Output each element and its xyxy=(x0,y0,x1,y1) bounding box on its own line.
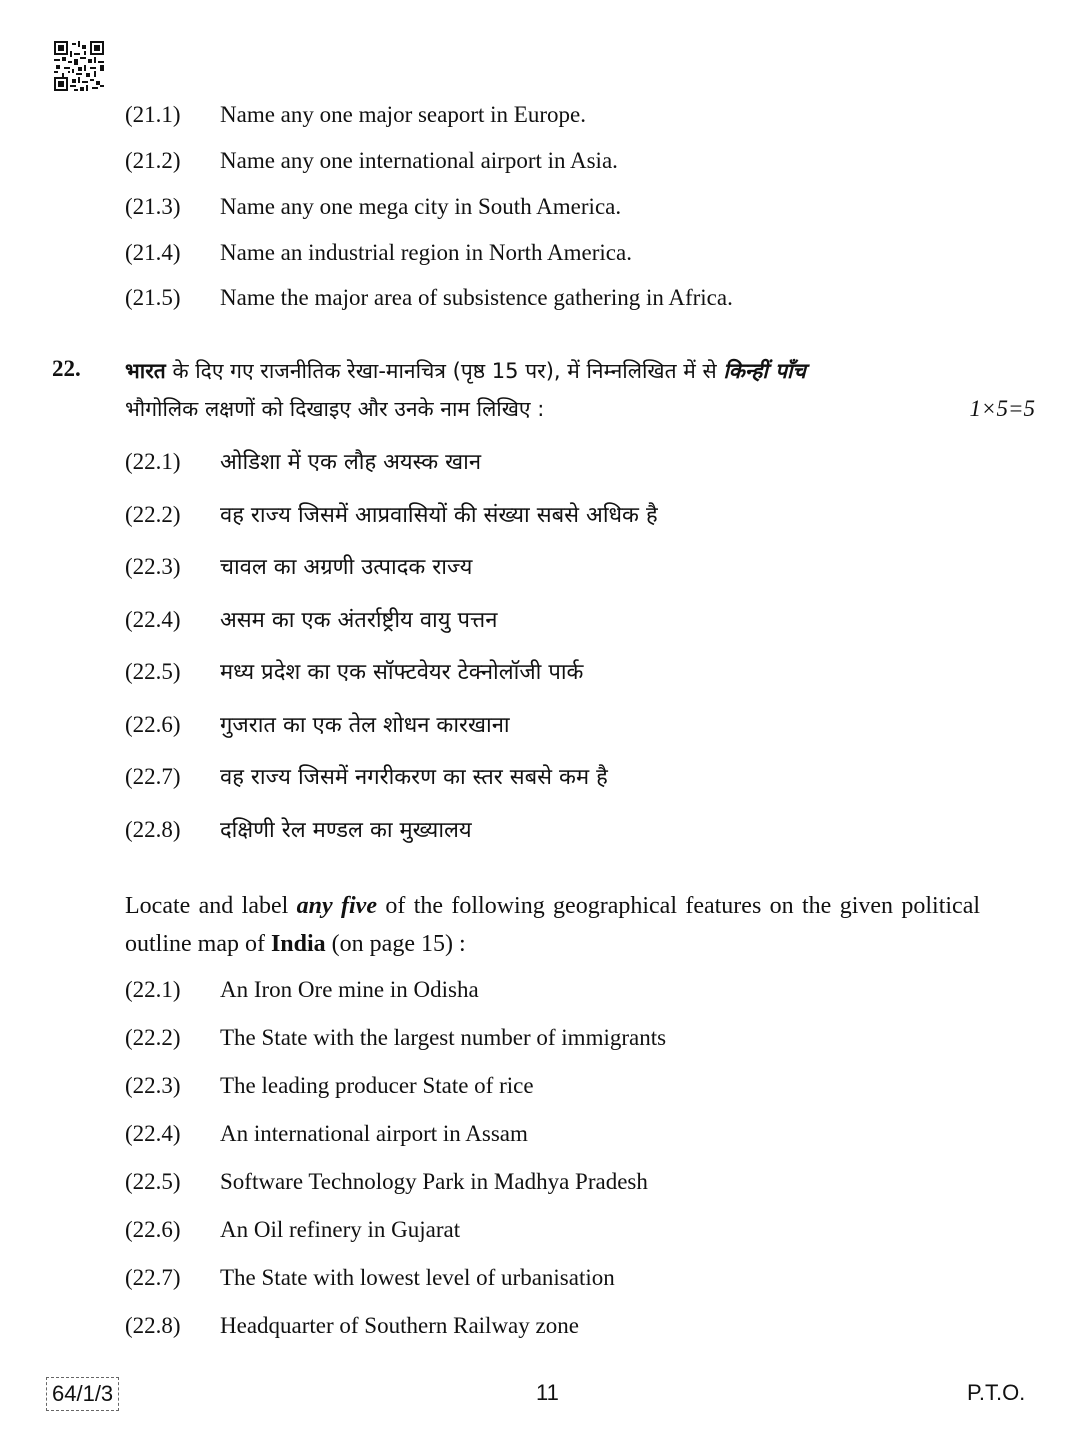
q22-hindi-item-1 xyxy=(125,447,481,478)
item-number: (22.6) xyxy=(125,712,181,737)
q22-hindi-item-6 xyxy=(125,710,510,741)
eng-india-bold: India xyxy=(270,931,326,957)
item-text: Name any one major seaport in Europe. xyxy=(220,102,586,127)
item-number: (21.5) xyxy=(125,285,181,310)
item-text: Name the major area of subsistence gathering in Africa. xyxy=(220,285,733,310)
q22-hindi-item-3 xyxy=(125,552,472,583)
q21-item-2 xyxy=(125,146,618,176)
eng-intro-part1: Locate and label xyxy=(125,893,297,919)
q22-hindi-item-2 xyxy=(125,500,658,531)
item-number: (22.5) xyxy=(125,659,181,684)
eng-any-five: any five xyxy=(296,893,377,919)
q22-eng-item-2 xyxy=(125,1023,666,1053)
hindi-india-bold: भारत xyxy=(125,359,166,383)
item-text: दक्षिणी रेल मण्डल का मुख्यालय xyxy=(220,818,472,843)
q22-eng-item-4 xyxy=(125,1119,528,1149)
question-number: 22. xyxy=(52,356,81,381)
item-text: The leading producer State of rice xyxy=(220,1073,534,1098)
item-text: An Oil refinery in Gujarat xyxy=(220,1217,461,1242)
paper-code: 64/1/3 xyxy=(46,1377,119,1411)
item-text: Software Technology Park in Madhya Pradesh xyxy=(220,1169,648,1194)
item-text: Headquarter of Southern Railway zone xyxy=(220,1313,579,1338)
qr-code xyxy=(54,41,104,91)
q22-eng-item-6 xyxy=(125,1215,460,1245)
item-text: ओडिशा में एक लौह अयस्क खान xyxy=(220,450,482,475)
item-text: वह राज्य जिसमें आप्रवासियों की संख्या सबसे अधिक है xyxy=(220,503,658,528)
item-text: चावल का अग्रणी उत्पादक राज्य xyxy=(220,555,473,580)
item-number: (22.4) xyxy=(125,1121,181,1146)
item-number: (22.2) xyxy=(125,502,181,527)
item-number: (22.1) xyxy=(125,977,181,1002)
item-number: (22.3) xyxy=(125,554,181,579)
item-text: Name any one mega city in South America. xyxy=(220,194,622,219)
item-text: The State with the largest number of immigrants xyxy=(220,1025,667,1050)
item-text: असम का एक अंतर्राष्ट्रीय वायु पत्तन xyxy=(220,608,498,633)
q22-hindi-item-5 xyxy=(125,657,583,688)
item-number: (22.5) xyxy=(125,1169,181,1194)
item-number: (22.8) xyxy=(125,1313,181,1338)
item-text: The State with lowest level of urbanisation xyxy=(220,1265,615,1290)
q22-eng-item-7 xyxy=(125,1263,615,1293)
eng-intro-part2: of the following geographical features on the given political outline map of xyxy=(125,893,981,957)
marks-label: 1×5=5 xyxy=(969,396,1035,421)
item-text: Name any one international airport in Asia. xyxy=(220,148,618,173)
item-number: (22.8) xyxy=(125,817,181,842)
q21-item-3 xyxy=(125,192,621,222)
item-text: Name an industrial region in North America. xyxy=(220,240,632,265)
q22-hindi-item-7 xyxy=(125,762,608,793)
hindi-intro-part1: के दिए गए राजनीतिक रेखा-मानचित्र (पृष्ठ 15 पर), में निम्नलिखित में से xyxy=(165,359,724,383)
q22-eng-item-5 xyxy=(125,1167,648,1197)
item-text: गुजरात का एक तेल शोधन कारखाना xyxy=(220,713,510,738)
page-number: 11 xyxy=(536,1380,559,1405)
pto-label: P.T.O. xyxy=(967,1380,1026,1405)
q22-eng-item-8 xyxy=(125,1311,579,1341)
item-number: (22.6) xyxy=(125,1217,181,1242)
item-text: मध्य प्रदेश का एक सॉफ्टवेयर टेक्नोलॉजी पार्क xyxy=(220,660,584,685)
q22-eng-item-3 xyxy=(125,1071,534,1101)
item-text: वह राज्य जिसमें नगरीकरण का स्तर सबसे कम है xyxy=(220,765,608,790)
q21-item-5 xyxy=(125,283,733,313)
q22-hindi-item-8 xyxy=(125,815,472,846)
item-number: (21.4) xyxy=(125,240,181,265)
item-number: (22.4) xyxy=(125,607,181,632)
q22-eng-item-1 xyxy=(125,975,479,1005)
item-number: (22.1) xyxy=(125,449,181,474)
hindi-instructions xyxy=(125,352,1035,428)
item-number: (22.2) xyxy=(125,1025,181,1050)
item-text: An international airport in Assam xyxy=(220,1121,528,1146)
hindi-any-five: किन्हीं पाँच xyxy=(723,359,806,383)
item-number: (22.3) xyxy=(125,1073,181,1098)
english-instructions xyxy=(125,887,980,963)
item-number: (22.7) xyxy=(125,764,181,789)
item-number: (21.1) xyxy=(125,102,181,127)
item-number: (21.3) xyxy=(125,194,181,219)
q21-item-1 xyxy=(125,100,586,130)
item-number: (22.7) xyxy=(125,1265,181,1290)
q21-item-4 xyxy=(125,238,632,268)
item-number: (21.2) xyxy=(125,148,181,173)
hindi-intro-part2: भौगोलिक लक्षणों को दिखाइए और उनके नाम लिखिए : xyxy=(125,397,545,421)
q22-hindi-item-4 xyxy=(125,605,497,636)
item-text: An Iron Ore mine in Odisha xyxy=(220,977,479,1002)
eng-intro-part3: (on page 15) : xyxy=(325,931,466,957)
